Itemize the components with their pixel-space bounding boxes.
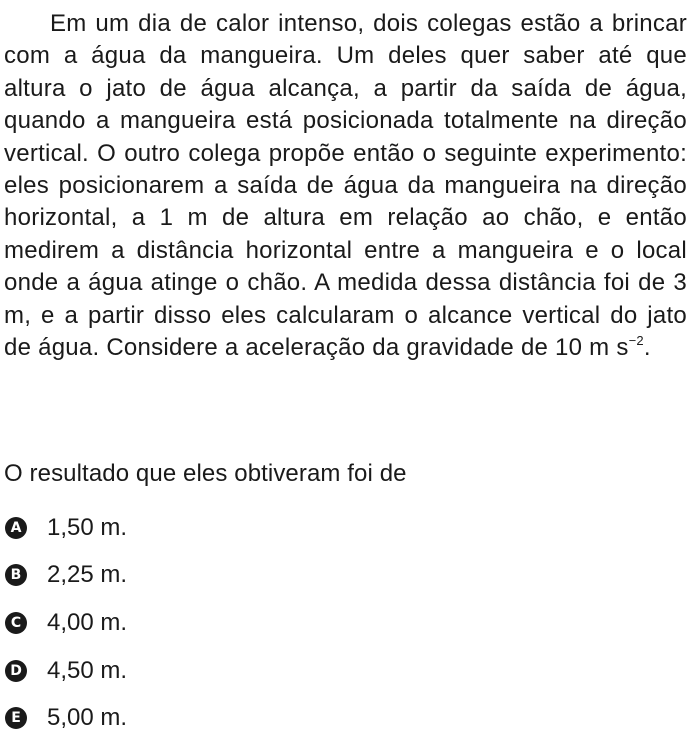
option-text: 5,00 m. — [47, 704, 128, 732]
option-b[interactable] — [4, 552, 127, 600]
option-a[interactable] — [4, 504, 127, 552]
option-text: 4,00 m. — [47, 608, 128, 636]
option-text: 1,50 m. — [47, 513, 128, 541]
option-letter-badge: E — [5, 707, 27, 729]
option-e[interactable] — [4, 694, 127, 742]
option-letter-badge: B — [5, 564, 27, 586]
question-end: . — [643, 334, 651, 362]
option-letter-badge: D — [5, 660, 27, 682]
option-text: 2,25 m. — [47, 561, 128, 589]
exponent: −2 — [628, 333, 644, 349]
option-letter-badge: A — [5, 517, 27, 539]
option-c[interactable] — [4, 599, 127, 647]
question-prompt: O resultado que eles obtiveram foi de — [4, 460, 407, 487]
option-letter-badge: C — [5, 612, 27, 634]
question-text — [4, 8, 687, 364]
option-text: 4,50 m. — [47, 656, 128, 684]
question-body: Em um dia de calor intenso, dois colegas estão a brincar com a água da mangueira. Um deles quer saber até que altura o jato de água alcança, a partir da saída de água, quando a mangueira está posicionada totalmente na direção vertical. O outro colega propõe então o seguinte experimento: eles posicionarem a saída de água da mangueira na direção horizontal, a 1 m de altura em relação ao chão, e então medirem a distância horizontal entre a mangueira e o local onde a água atinge o chão. A medida dessa distância foi de 3 m, e a partir disso eles calcularam o alcance vertical do jato de água. Considere a aceleração da gravidade de 10 m s — [4, 10, 687, 362]
option-d[interactable] — [4, 647, 127, 695]
answer-options — [4, 504, 127, 742]
